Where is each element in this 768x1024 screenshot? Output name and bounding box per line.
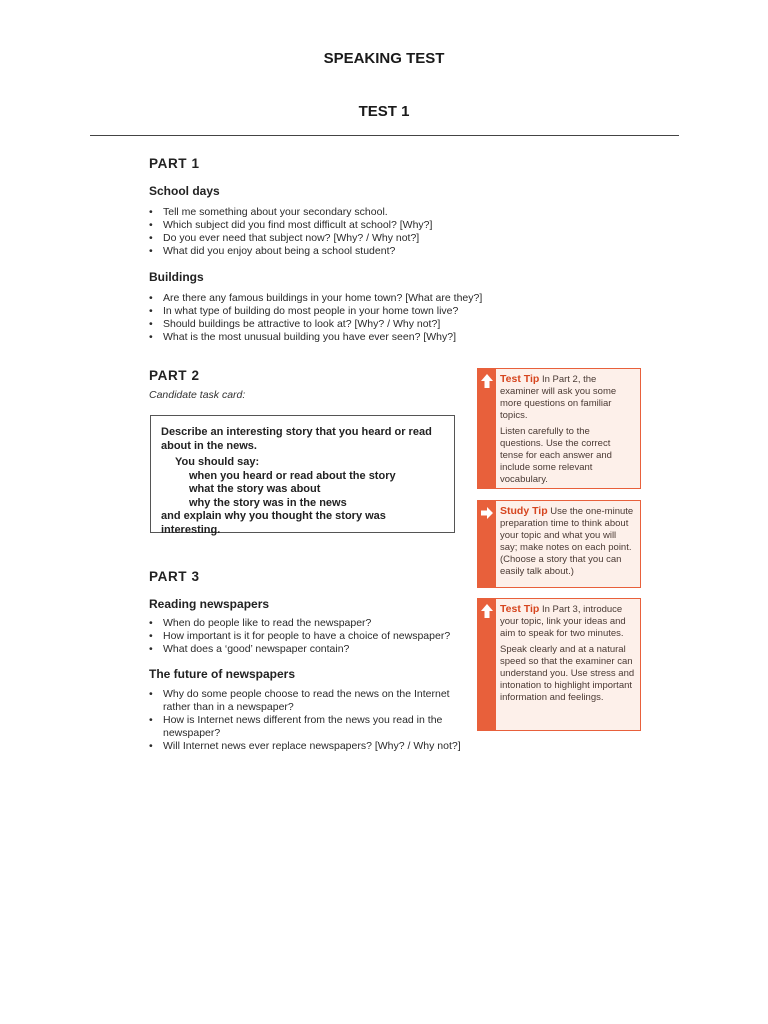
question-item: • Do you ever need that subject now? [Why? / Why not?] [146,232,606,245]
question-item: • When do people like to read the newspaper? [146,617,466,630]
question-item: • Tell me something about your secondary school. [146,206,606,219]
part1-topic-buildings: Buildings [149,270,204,284]
test-tip-box-part2 [477,368,641,489]
question-item: • What does a ‘good’ newspaper contain? [146,643,466,656]
document-title: SPEAKING TEST [323,50,445,67]
task-card-line: Describe an interesting story that you heard or read [161,426,432,438]
part3-heading: PART 3 [149,569,200,584]
part3-topic-future: The future of newspapers [149,667,296,681]
header-divider [90,135,679,136]
task-card-point: when you heard or read about the story [189,469,396,482]
part3-future-questions [146,688,471,753]
part1-topic-school-days: School days [149,184,220,198]
task-card-closing: and explain why you thought the story was interesting. [161,510,386,536]
question-item: • How is Internet news different from the news you read in the [146,714,471,727]
tip-text: In Part 3, introduce your topic, link your ideas and aim to speak for two minutes. [500,604,626,639]
tip-text: Listen carefully to the questions. Use the correct tense for each answer and include some relevant vocabulary. [500,426,612,485]
tip-label: Test Tip [500,373,540,385]
right-arrow-icon [480,505,494,521]
study-tip-box [477,500,641,588]
question-continuation: rather than in a newspaper? [163,701,294,713]
part3-reading-questions [146,617,466,656]
test-tip-box-part3 [477,598,641,731]
question-item: • How important is it for people to have a choice of newspaper? [146,630,466,643]
question-item: • Why do some people choose to read the news on the Internet [146,688,471,701]
task-card-prompt: You should say: [175,456,260,468]
document-subtitle: TEST 1 [358,103,410,120]
up-arrow-icon [480,603,494,619]
part1-heading: PART 1 [149,156,200,171]
question-continuation: newspaper? [163,727,221,739]
part2-caption: Candidate task card: [149,389,246,401]
up-arrow-icon [480,373,494,389]
tip-label: Test Tip [500,603,540,615]
candidate-task-card [150,415,455,536]
task-card-point: why the story was in the news [189,496,347,509]
part3-topic-reading: Reading newspapers [149,597,270,611]
task-card-point: what the story was about [189,483,321,495]
tip-text: Use the one-minute preparation time to think about your topic and what you will say; make notes on each point. (Choose a story that you can easily talk about.) [500,506,634,577]
question-item: • What is the most unusual building you have ever seen? [Why?] [146,331,606,344]
part1-buildings-questions [146,292,606,344]
question-item: • In what type of building do most people in your home town live? [146,305,606,318]
task-card-line: about in the news. [161,439,257,452]
question-item: • What did you enjoy about being a school student? [146,245,606,258]
tip-text: In Part 2, the examiner will ask you some more questions on familiar topics. [500,374,617,421]
part2-heading: PART 2 [149,368,200,383]
question-item: • Which subject did you find most difficult at school? [Why?] [146,219,606,232]
tip-text: Speak clearly and at a natural speed so that the examiner can understand you. Use stress and intonation to highlight important information and feelings. [500,644,635,703]
question-item: • Will Internet news ever replace newspapers? [Why? / Why not?] [146,740,471,753]
question-item: • Are there any famous buildings in your home town? [What are they?] [146,292,606,305]
part1-school-questions [146,206,606,258]
tip-label: Study Tip [500,505,548,517]
question-item: • Should buildings be attractive to look at? [Why? / Why not?] [146,318,606,331]
